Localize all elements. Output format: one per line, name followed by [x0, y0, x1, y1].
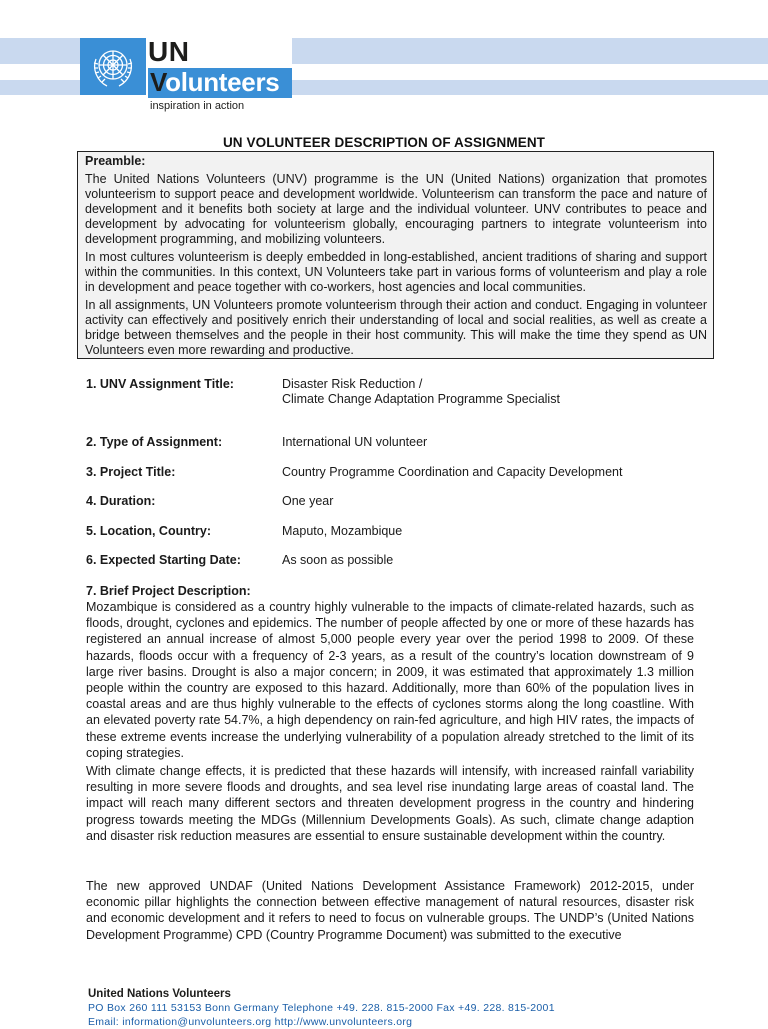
paragraph-text: With climate change effects, it is predicted that these hazards will intensify, with increased rainfall variability resulting in more severe floods and droughts, and sea level rise inundating large areas of coastal land. The impact will reach many different sectors and threaten development progress in the country and hindering progress towards meeting the MDGs (Millennium Developments Goals). As such, climate change adaption and disaster risk reduction measures are essential to ensure sustainable development within the country.: [86, 764, 694, 843]
field-value: One year: [282, 494, 334, 508]
field-label: 4. Duration:: [86, 494, 156, 508]
document-title: UN VOLUNTEER DESCRIPTION OF ASSIGNMENT: [222, 135, 546, 150]
preamble-heading: Preamble:: [85, 154, 146, 168]
project-description-paragraph-1: [86, 599, 694, 761]
field-value: Disaster Risk Reduction /: [282, 377, 423, 391]
field-value: Maputo, Mozambique: [282, 524, 403, 538]
field-label: 2. Type of Assignment:: [86, 435, 223, 449]
logo-volunteers-text: Volunteers: [150, 67, 280, 97]
footer-contact: Email: information@unvolunteers.org http://www.unvolunteers.org: [88, 1016, 413, 1028]
field-label: 1. UNV Assignment Title:: [86, 377, 234, 391]
project-description-paragraph-3: [86, 878, 694, 943]
footer: [88, 987, 555, 1029]
preamble-paragraph: In all assignments, UN Volunteers promote volunteerism through their action and conduct. Engaging in volunteer activity can effectively and positively enrich their understanding of local and social realities, as well as create a bridge between themselves and the people in their host community. This will make the time they spend as UN Volunteers even more rewarding and productive.: [85, 298, 707, 357]
un-emblem-icon: [85, 41, 141, 92]
footer-address: PO Box 260 111 53153 Bonn Germany Telephone +49. 228. 815-2000 Fax +49. 228. 815-2001: [88, 1002, 555, 1014]
field-value: As soon as possible: [282, 553, 394, 567]
field-label: 6. Expected Starting Date:: [86, 553, 241, 567]
preamble-box: [77, 151, 714, 359]
preamble-paragraph: In most cultures volunteerism is deeply embedded in long-established, ancient traditions of sharing and support within the communities. In this context, UN Volunteers take part in various forms of volunteerism and play a role in development and peace together with co-workers, host agencies and local communities.: [85, 250, 707, 294]
logo-un-text: UN: [148, 36, 190, 67]
logo-tagline: inspiration in action: [150, 100, 245, 112]
footer-org-name: United Nations Volunteers: [88, 988, 231, 1000]
paragraph-text: Mozambique is considered as a country highly vulnerable to the impacts of climate-related hazards, such as floods, drought, cyclones and epidemics. The number of people affected by one or more of these hazards has registered an annual increase of almost 5,000 people every year over the period 1998 to 2009. Of these hazards, floods occur with a frequency of 2-3 years, as a result of the country’s location downstream of 9 large river basins. Drought is also a major concern; in 2009, it was estimated that approximately 1.3 million people within the country are exposed to this hazard. Additionally, more than 60% of the population lives in coastal areas and are thus highly vulnerable to the effects of cyclones storms along the long coastline. With an elevated poverty rate 54.7%, a high dependency on rain-fed agriculture, and high HIV rates, the impacts of these extreme events increase the underlying vulnerability of a population already stretched to the limit of its coping strategies.: [86, 600, 694, 760]
field-value: Country Programme Coordination and Capacity Development: [282, 465, 623, 479]
field-value: International UN volunteer: [282, 435, 428, 449]
field-label: 5. Location, Country:: [86, 524, 211, 538]
project-description-paragraph-2: [86, 763, 694, 844]
preamble-paragraph: The United Nations Volunteers (UNV) programme is the UN (United Nations) organization that promotes volunteerism to support peace and development worldwide. Volunteerism can transform the pace and nature of development and it benefits both society at large and the individual volunteer. UNV contributes to peace and development by advocating for volunteerism globally, encouraging partners to integrate volunteerism into development programming, and mobilizing volunteers.: [85, 172, 707, 246]
field-label: 3. Project Title:: [86, 465, 176, 479]
field-value: Climate Change Adaptation Programme Specialist: [282, 392, 560, 406]
project-description-heading: 7. Brief Project Description:: [86, 584, 251, 598]
paragraph-text: The new approved UNDAF (United Nations Development Assistance Framework) 2012-2015, under economic pillar highlights the connection between effective management of natural resources, disaster risk and economic development and it refers to need to focus on vulnerable groups. The UNDP’s (United Nations Development Programme) CPD (Country Programme Document) was submitted to the executive: [86, 879, 694, 942]
un-logo: [80, 38, 146, 95]
